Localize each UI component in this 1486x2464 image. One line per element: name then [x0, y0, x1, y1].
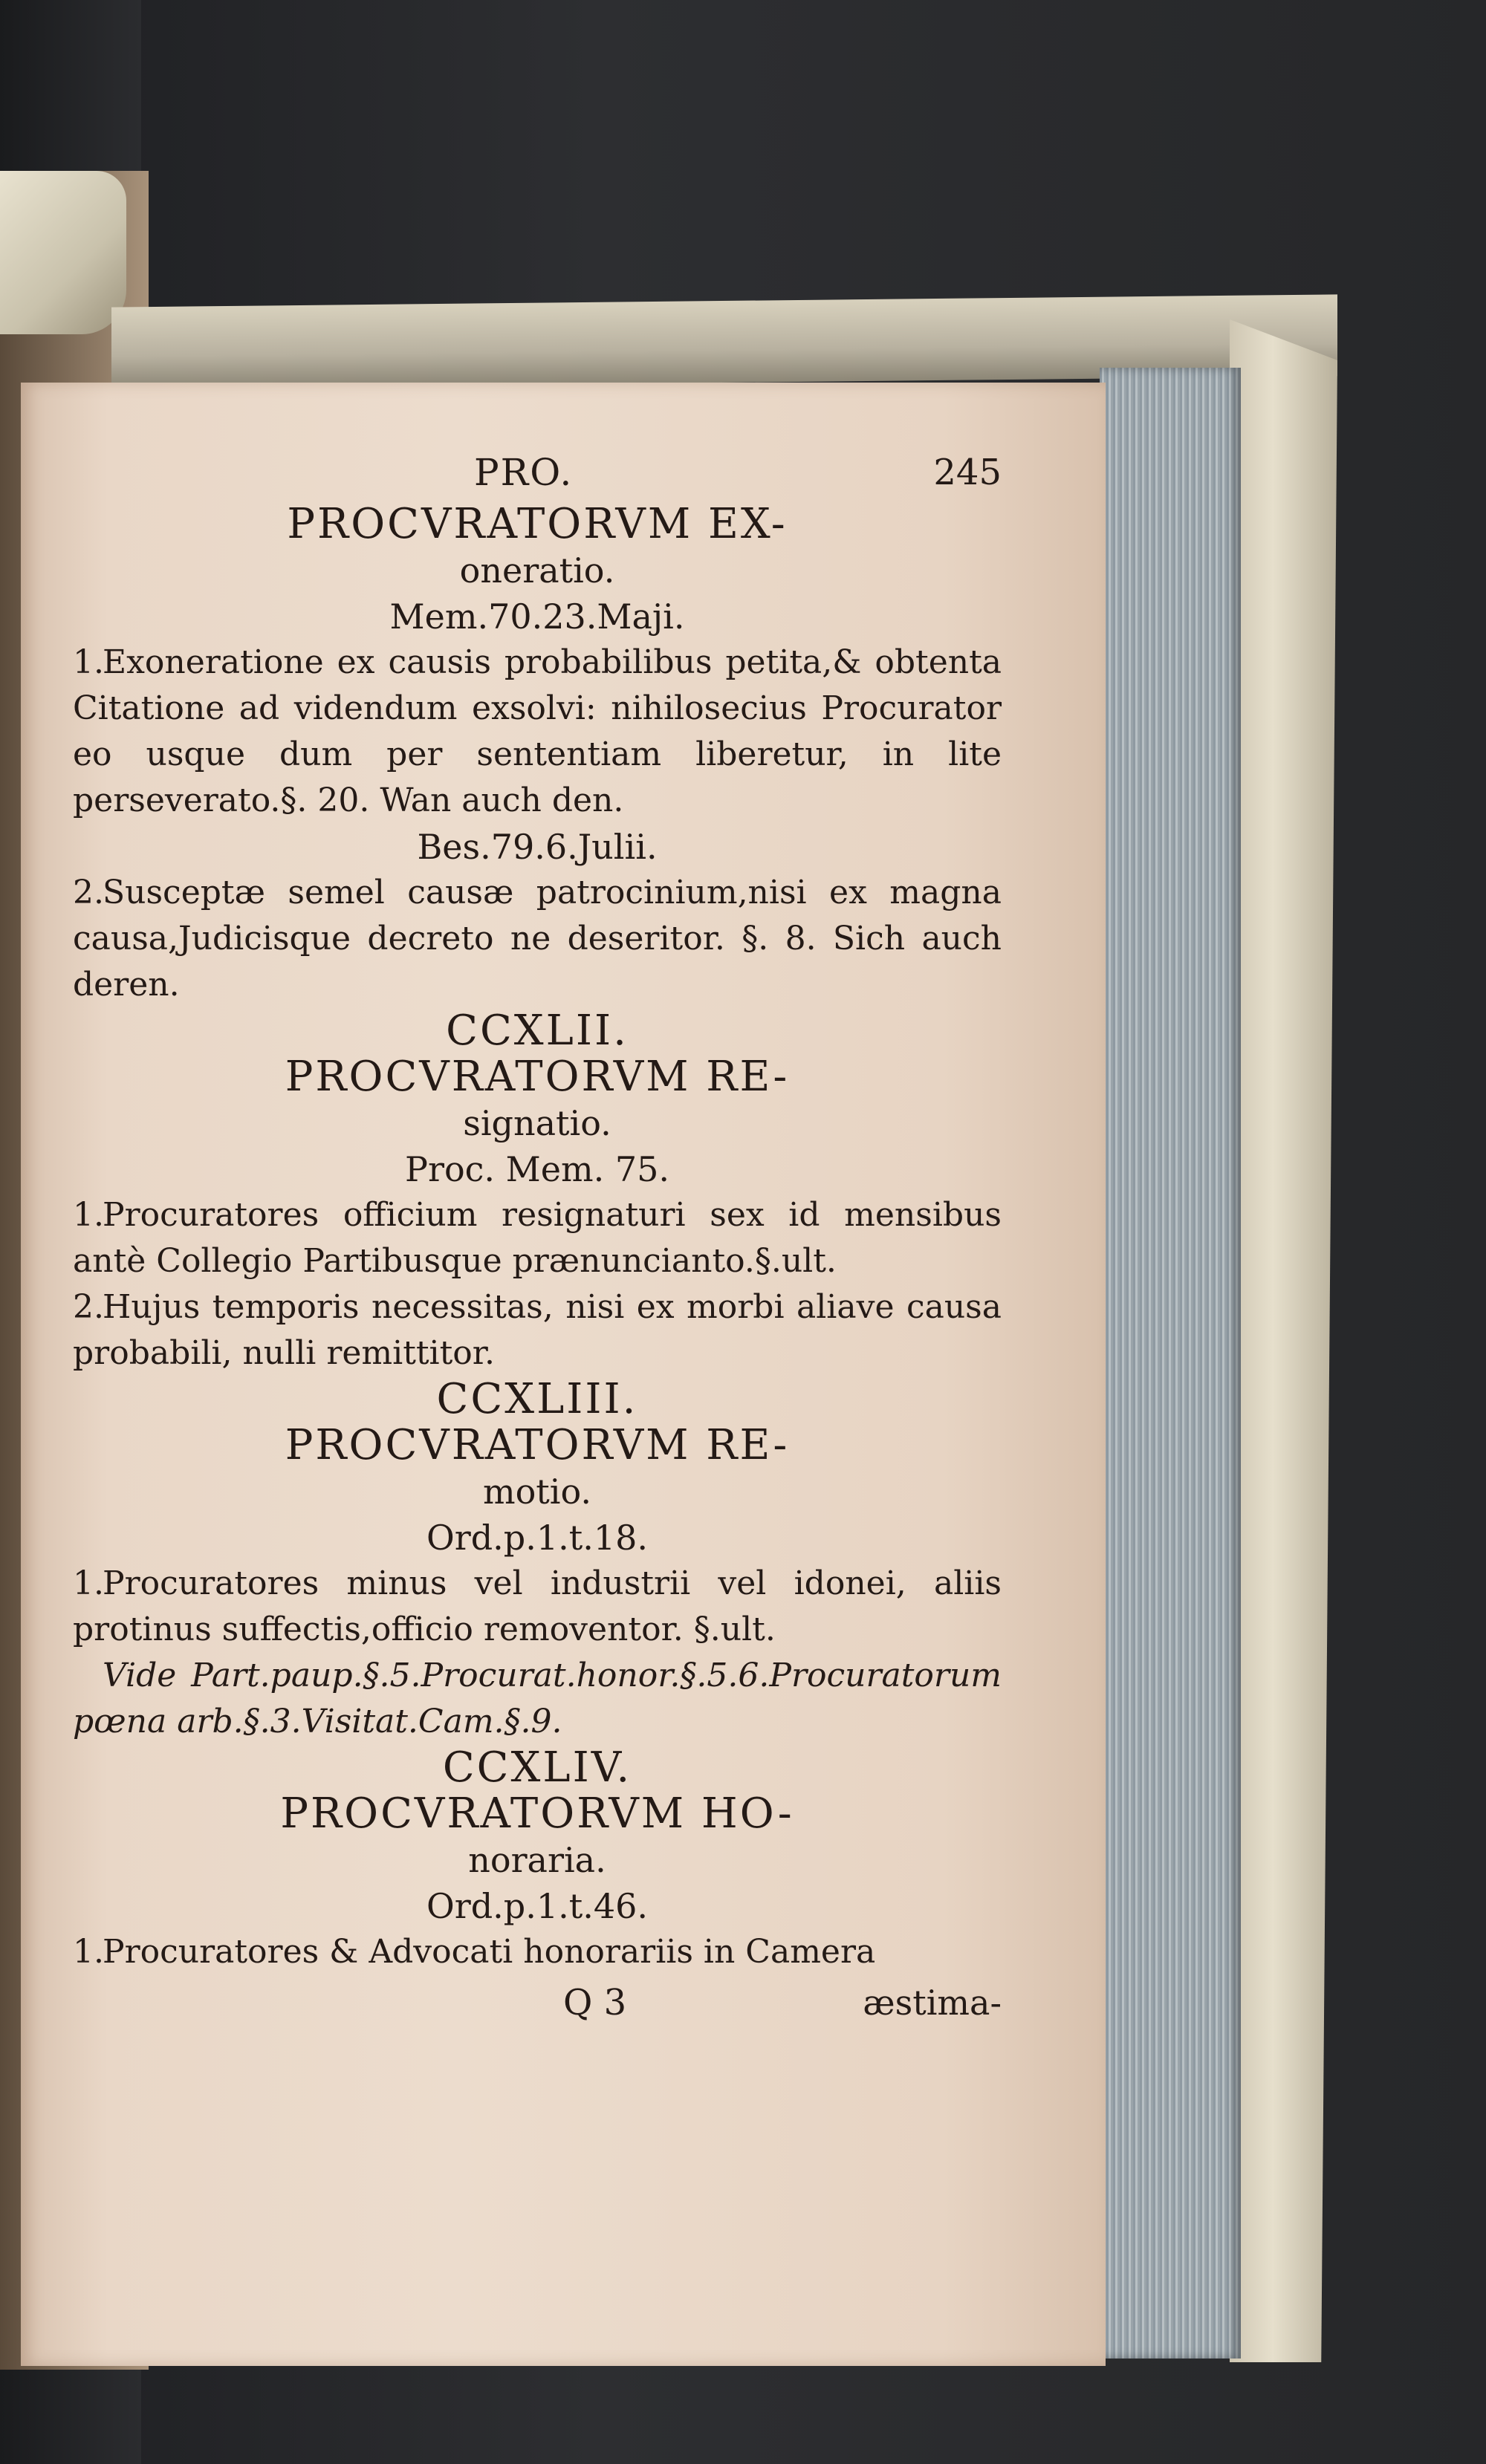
page-footer [73, 1980, 1002, 2026]
running-head: PRO. [474, 451, 574, 494]
section-title-cont: signatio. [463, 1103, 611, 1143]
section-number: CCXLIII. [436, 1375, 638, 1423]
paragraph-ref: Bes.79.6.Julii. [417, 827, 658, 867]
catchword: æstima- [863, 1983, 1002, 2023]
page-header [73, 449, 1002, 501]
page-number: 245 [933, 452, 1002, 493]
paragraph: 2.Hujus temporis necessitas, nisi ex morbi aliave causa probabili, nulli remittitor. [73, 1288, 1002, 1372]
section-number: CCXLII. [446, 1007, 629, 1055]
section-title: PROCVRATORVM RE- [285, 1421, 790, 1469]
section [73, 1376, 1002, 1745]
paragraph: 1.Procuratores & Advocati honorariis in Camera [73, 1933, 876, 1971]
section [73, 1008, 1002, 1376]
section [73, 1745, 1002, 1975]
paragraph: 1.Procuratores minus vel industrii vel idonei, aliis protinus suffectis,officio removentor. §.ult. [73, 1564, 1002, 1648]
cross-reference: Vide Part.paup.§.5.Procurat.honor.§.5.6.Procuratorum pœna arb.§.3.Visitat.Cam.§.9. [73, 1657, 1002, 1740]
section-title-cont: oneratio. [459, 550, 615, 591]
book-right-cover [1230, 319, 1337, 2362]
section-title-cont: motio. [482, 1472, 592, 1512]
section-ref: Mem.70.23.Maji. [389, 597, 685, 637]
book-page [21, 383, 1106, 2366]
section-number: CCXLIV. [442, 1743, 632, 1792]
book-clasp [0, 171, 126, 334]
section-title: PROCVRATORVM RE- [285, 1053, 790, 1101]
section-title: PROCVRATORVM EX- [287, 500, 788, 548]
section-ref: Ord.p.1.t.18. [426, 1518, 648, 1558]
section [73, 501, 1002, 1008]
section-title-cont: noraria. [468, 1840, 606, 1880]
paragraph: 1.Exoneratione ex causis probabilibus petita,& obtenta Citatione ad videndum exsolvi: nihilosecius Procurator eo usque dum per sententiam liberetur, in lite perseverato.§. 20. Wan auch den. [73, 643, 1002, 819]
paragraph: 2.Susceptæ semel causæ patrocinium,nisi ex magna causa,Judicisque decreto ne deseritor. §. 8. Sich auch deren. [73, 874, 1002, 1004]
section-title: PROCVRATORVM HO- [280, 1790, 794, 1838]
page-text [73, 449, 1002, 2026]
signature-mark: Q 3 [563, 1982, 627, 2023]
section-ref: Ord.p.1.t.46. [426, 1886, 648, 1926]
page-edges [1100, 368, 1241, 2359]
paragraph: 1.Procuratores officium resignaturi sex id mensibus antè Collegio Partibusque prænuncianto.§.ult. [73, 1196, 1002, 1280]
section-ref: Proc. Mem. 75. [405, 1149, 669, 1189]
